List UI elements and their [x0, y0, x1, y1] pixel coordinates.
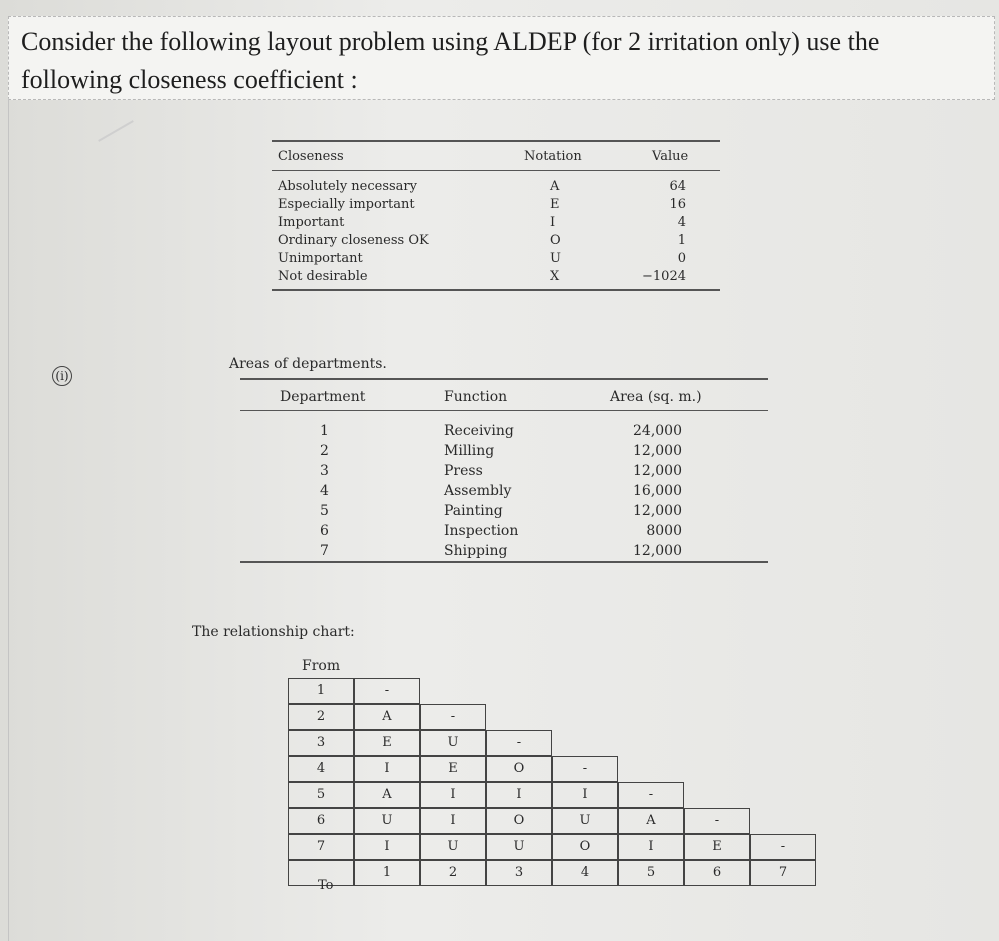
notation-value: I [550, 215, 556, 230]
question-line-1: Consider the following layout problem using ALDEP (for 2 irritation only) use the [21, 27, 880, 56]
notation-value: X [550, 269, 560, 284]
header-notation: Notation [524, 149, 582, 164]
department-area: 12,000 [633, 443, 682, 459]
relationship-cell: - [750, 834, 816, 860]
notation-value: A [550, 179, 560, 194]
relationship-cell: I [486, 782, 552, 808]
column-label-cell: 2 [420, 860, 486, 886]
relationship-cell: - [354, 678, 420, 704]
row-label-cell: 3 [288, 730, 354, 756]
notation-value: E [550, 197, 560, 212]
areas-table-header [240, 380, 768, 410]
department-number: 1 [320, 423, 329, 439]
closeness-value: 64 [669, 179, 686, 194]
header-area: Area (sq. m.) [610, 389, 702, 405]
department-function: Painting [444, 503, 503, 519]
relationship-cell: U [354, 808, 420, 834]
closeness-value: 4 [677, 215, 686, 230]
relationship-cell: A [354, 782, 420, 808]
row-label-cell: 7 [288, 834, 354, 860]
relationship-cell: O [552, 834, 618, 860]
relationship-cell: U [552, 808, 618, 834]
relationship-cell: U [420, 834, 486, 860]
column-label-cell: 7 [750, 860, 816, 886]
department-number: 2 [320, 443, 329, 459]
from-label: From [302, 658, 341, 674]
column-label-cell: 3 [486, 860, 552, 886]
column-label-cell: 1 [354, 860, 420, 886]
department-number: 4 [320, 483, 329, 499]
relationship-cell: E [420, 756, 486, 782]
column-label-cell: 6 [684, 860, 750, 886]
relationship-cell: I [618, 834, 684, 860]
relationship-cell: - [618, 782, 684, 808]
closeness-table [272, 140, 720, 291]
department-function: Assembly [444, 483, 512, 499]
table-bottom-rule [272, 289, 720, 291]
relationship-cell: - [420, 704, 486, 730]
row-label-cell: 2 [288, 704, 354, 730]
department-area: 12,000 [633, 503, 682, 519]
pen-mark [98, 120, 134, 142]
relationship-cell: U [420, 730, 486, 756]
department-number: 5 [320, 503, 329, 519]
notation-value: U [550, 251, 561, 266]
relationship-cell: I [354, 834, 420, 860]
relationship-cell: I [354, 756, 420, 782]
areas-title: Areas of departments. [229, 356, 387, 372]
department-number: 6 [320, 523, 329, 539]
relationship-cell: A [354, 704, 420, 730]
closeness-rows [272, 171, 720, 289]
department-number: 7 [320, 543, 329, 559]
department-area: 12,000 [633, 463, 682, 479]
closeness-label: Especially important [278, 197, 415, 212]
department-area: 24,000 [633, 423, 682, 439]
header-closeness: Closeness [278, 149, 344, 164]
relationship-cell: - [552, 756, 618, 782]
question-line-2: following closeness coefficient : [21, 65, 358, 94]
closeness-value: 1 [677, 233, 686, 248]
department-number: 3 [320, 463, 329, 479]
header-department: Department [280, 389, 366, 405]
relationship-cell: O [486, 808, 552, 834]
closeness-table-header [272, 142, 720, 170]
relationship-cell: U [486, 834, 552, 860]
relationship-cell: I [552, 782, 618, 808]
column-label-cell: 4 [552, 860, 618, 886]
areas-rows [240, 411, 768, 561]
closeness-value: 16 [669, 197, 686, 212]
relationship-cell: - [684, 808, 750, 834]
to-label: To [318, 878, 334, 893]
department-function: Inspection [444, 523, 519, 539]
relationship-cell: I [420, 808, 486, 834]
closeness-value: −1024 [642, 269, 686, 284]
department-function: Receiving [444, 423, 514, 439]
relationship-cell: - [486, 730, 552, 756]
closeness-label: Unimportant [278, 251, 363, 266]
department-function: Milling [444, 443, 495, 459]
closeness-value: 0 [677, 251, 686, 266]
department-function: Shipping [444, 543, 508, 559]
item-marker: (i) [52, 366, 72, 386]
areas-table [240, 378, 768, 563]
notation-value: O [550, 233, 561, 248]
relationship-cell: E [354, 730, 420, 756]
areas-bottom-rule [240, 561, 768, 563]
header-function: Function [444, 389, 508, 405]
row-label-cell: 5 [288, 782, 354, 808]
relationship-cell: O [486, 756, 552, 782]
closeness-label: Not desirable [278, 269, 368, 284]
row-label-cell: 1 [288, 678, 354, 704]
column-label-cell: 5 [618, 860, 684, 886]
row-label-cell: 6 [288, 808, 354, 834]
department-area: 12,000 [633, 543, 682, 559]
header-value: Value [652, 149, 689, 164]
relationship-title: The relationship chart: [192, 624, 355, 640]
closeness-label: Ordinary closeness OK [278, 233, 429, 248]
department-area: 8000 [646, 523, 682, 539]
margin-rule [8, 98, 9, 941]
relationship-cell: E [684, 834, 750, 860]
question-box [8, 16, 995, 100]
closeness-label: Important [278, 215, 345, 230]
closeness-label: Absolutely necessary [278, 179, 417, 194]
relationship-cell: I [420, 782, 486, 808]
relationship-cell: A [618, 808, 684, 834]
department-area: 16,000 [633, 483, 682, 499]
row-label-cell: 4 [288, 756, 354, 782]
department-function: Press [444, 463, 483, 479]
